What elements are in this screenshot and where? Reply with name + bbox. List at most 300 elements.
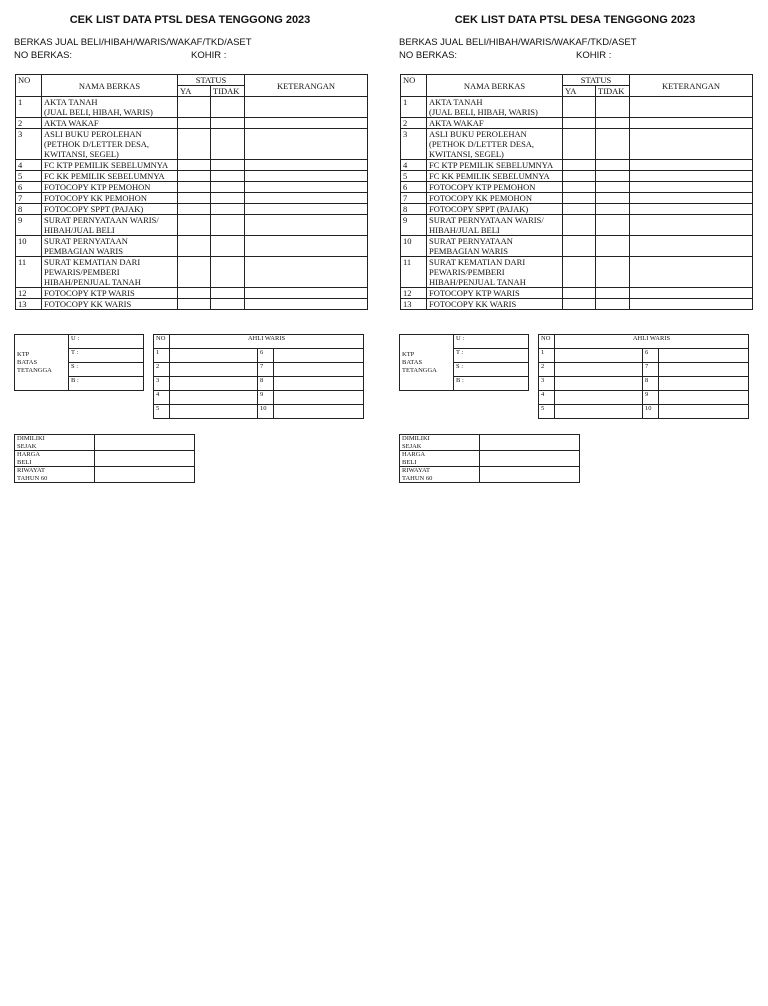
- ahli-header-no: NO: [539, 335, 555, 349]
- status-tidak-cell[interactable]: [596, 129, 630, 160]
- berkas-name-line: PEWARIS/PEMBERI: [429, 267, 505, 277]
- ahli-waris-field[interactable]: [659, 377, 749, 391]
- row-number: 5: [401, 171, 427, 182]
- ahli-waris-field[interactable]: [659, 349, 749, 363]
- berkas-name-line: AKTA TANAH: [44, 97, 98, 107]
- ahli-waris-field[interactable]: [170, 405, 258, 419]
- batas-barat-field[interactable]: B :: [454, 377, 529, 391]
- checklist-table: [400, 74, 753, 310]
- berkas-name: [427, 193, 563, 204]
- status-ya-cell[interactable]: [563, 193, 596, 204]
- checklist-row: [401, 97, 753, 118]
- berkas-name-line: FC KK PEMILIK SEBELUMNYA: [44, 171, 165, 181]
- header-tidak: TIDAK: [211, 86, 245, 97]
- dimiliki-sejak-label: [400, 435, 480, 451]
- berkas-name-line: KWITANSI, SEGEL): [429, 149, 504, 159]
- row-number: 1: [401, 97, 427, 118]
- berkas-name-line: FC KK PEMILIK SEBELUMNYA: [429, 171, 550, 181]
- batas-timur-field[interactable]: T :: [69, 349, 144, 363]
- checklist-row: [16, 288, 368, 299]
- harga-label: HARGA: [17, 451, 41, 458]
- riwayat-table: [399, 434, 580, 483]
- status-tidak-cell[interactable]: [211, 129, 245, 160]
- keterangan-cell[interactable]: [245, 171, 368, 182]
- ahli-waris-row: [154, 363, 364, 377]
- berkas-name-line: FOTOCOPY KK PEMOHON: [429, 193, 532, 203]
- berkas-name: [42, 160, 178, 171]
- status-tidak-cell[interactable]: [211, 204, 245, 215]
- dimiliki-sejak-label: [15, 435, 95, 451]
- checklist-row: [401, 193, 753, 204]
- batas-utara-field[interactable]: U :: [69, 335, 144, 349]
- row-number: 7: [16, 193, 42, 204]
- berkas-name-line: HIBAH/PENJUAL TANAH: [429, 277, 526, 287]
- tetangga-label: TETANGGA: [17, 366, 52, 374]
- berkas-name: [42, 129, 178, 160]
- no-berkas-label: NO BERKAS:: [399, 50, 458, 61]
- ktp-label: KTP: [17, 350, 30, 358]
- keterangan-cell[interactable]: [245, 160, 368, 171]
- status-ya-cell[interactable]: [178, 288, 211, 299]
- checklist-row: [401, 257, 753, 288]
- berkas-type-line: BERKAS JUAL BELI/HIBAH/WARIS/WAKAF/TKD/ASET: [14, 37, 252, 48]
- ahli-waris-row: [539, 391, 749, 405]
- berkas-name: [427, 299, 563, 310]
- status-ya-cell[interactable]: [178, 129, 211, 160]
- checklist-row: [16, 193, 368, 204]
- checklist-row: [16, 204, 368, 215]
- row-number: 13: [401, 299, 427, 310]
- ahli-waris-field[interactable]: [170, 363, 258, 377]
- batas-selatan-field[interactable]: S :: [69, 363, 144, 377]
- ahli-number: 6: [258, 349, 274, 363]
- ahli-number: 8: [643, 377, 659, 391]
- status-tidak-cell[interactable]: [596, 257, 630, 288]
- row-number: 12: [16, 288, 42, 299]
- berkas-name: [427, 118, 563, 129]
- ahli-number: 9: [643, 391, 659, 405]
- ahli-waris-row: [539, 363, 749, 377]
- batas-label: BATAS: [402, 358, 423, 366]
- row-number: 4: [16, 160, 42, 171]
- header-status: STATUS: [563, 75, 630, 86]
- ahli-waris-field[interactable]: [659, 363, 749, 377]
- checklist-row: [16, 236, 368, 257]
- status-tidak-cell[interactable]: [596, 182, 630, 193]
- berkas-name-line: FOTOCOPY KTP PEMOHON: [44, 182, 151, 192]
- sejak-label: SEJAK: [17, 442, 37, 450]
- checklist-row: [401, 215, 753, 236]
- row-number: 6: [401, 182, 427, 193]
- header-nama-berkas: NAMA BERKAS: [427, 75, 563, 97]
- keterangan-cell[interactable]: [630, 215, 753, 236]
- ahli-waris-row: [539, 377, 749, 391]
- keterangan-cell[interactable]: [630, 182, 753, 193]
- harga-beli-label: [400, 451, 480, 467]
- ktp-label: KTP: [402, 350, 415, 358]
- status-ya-cell[interactable]: [178, 97, 211, 118]
- ahli-number: 8: [258, 377, 274, 391]
- header-tidak: TIDAK: [596, 86, 630, 97]
- header-keterangan: KETERANGAN: [245, 75, 368, 97]
- berkas-name-line: ASLI BUKU PEROLEHAN: [429, 129, 527, 139]
- checklist-row: [16, 129, 368, 160]
- status-tidak-cell[interactable]: [211, 171, 245, 182]
- status-ya-cell[interactable]: [178, 193, 211, 204]
- ahli-number: 10: [258, 405, 274, 419]
- ahli-number: 2: [154, 363, 170, 377]
- berkas-name-line: PEMBAGIAN WARIS: [44, 246, 123, 256]
- row-number: 11: [16, 257, 42, 288]
- ahli-number: 3: [539, 377, 555, 391]
- status-tidak-cell[interactable]: [596, 204, 630, 215]
- ahli-number: 6: [643, 349, 659, 363]
- harga-beli-field[interactable]: [480, 451, 580, 467]
- status-ya-cell[interactable]: [563, 171, 596, 182]
- berkas-name-line: FOTOCOPY SPPT (PAJAK): [44, 204, 144, 214]
- kohir-label: KOHIR :: [576, 50, 612, 61]
- batas-label: BATAS: [17, 358, 38, 366]
- status-ya-cell[interactable]: [178, 299, 211, 310]
- berkas-name-line: FOTOCOPY SPPT (PAJAK): [429, 204, 529, 214]
- status-ya-cell[interactable]: [178, 171, 211, 182]
- keterangan-cell[interactable]: [245, 215, 368, 236]
- status-tidak-cell[interactable]: [211, 288, 245, 299]
- status-ya-cell[interactable]: [563, 299, 596, 310]
- ahli-waris-row: [539, 349, 749, 363]
- status-ya-cell[interactable]: [178, 204, 211, 215]
- status-tidak-cell[interactable]: [211, 193, 245, 204]
- berkas-name-line: FC KTP PEMILIK SEBELUMNYA: [429, 160, 554, 170]
- berkas-name-line: (PETHOK D/LETTER DESA,: [44, 139, 150, 149]
- status-ya-cell[interactable]: [563, 288, 596, 299]
- status-tidak-cell[interactable]: [596, 193, 630, 204]
- ahli-waris-field[interactable]: [274, 391, 364, 405]
- ahli-waris-field[interactable]: [555, 377, 643, 391]
- berkas-name: [427, 129, 563, 160]
- ktp-batas-label: [15, 335, 69, 391]
- status-tidak-cell[interactable]: [596, 171, 630, 182]
- ahli-number: 4: [154, 391, 170, 405]
- no-berkas-label: NO BERKAS:: [14, 50, 73, 61]
- ahli-number: 7: [258, 363, 274, 377]
- status-tidak-cell[interactable]: [211, 182, 245, 193]
- ahli-waris-field[interactable]: [659, 405, 749, 419]
- status-ya-cell[interactable]: [563, 160, 596, 171]
- row-number: 4: [401, 160, 427, 171]
- status-ya-cell[interactable]: [178, 257, 211, 288]
- checklist-row: [16, 299, 368, 310]
- kohir-label: KOHIR :: [191, 50, 227, 61]
- berkas-name-line: HIBAH/JUAL BELI: [429, 225, 500, 235]
- batas-barat-field[interactable]: B :: [69, 377, 144, 391]
- status-ya-cell[interactable]: [563, 236, 596, 257]
- checklist-row: [401, 299, 753, 310]
- ahli-number: 5: [154, 405, 170, 419]
- berkas-name: [42, 215, 178, 236]
- status-tidak-cell[interactable]: [211, 236, 245, 257]
- berkas-name: [42, 257, 178, 288]
- keterangan-cell[interactable]: [245, 299, 368, 310]
- berkas-name-line: SURAT PERNYATAAN: [44, 236, 128, 246]
- keterangan-cell[interactable]: [630, 118, 753, 129]
- ahli-waris-row: [154, 405, 364, 419]
- beli-label: BELI: [402, 458, 417, 466]
- status-ya-cell[interactable]: [563, 204, 596, 215]
- keterangan-cell[interactable]: [245, 257, 368, 288]
- berkas-name: [427, 97, 563, 118]
- ahli-waris-field[interactable]: [555, 363, 643, 377]
- berkas-name-line: (JUAL BELI, HIBAH, WARIS): [429, 107, 538, 117]
- status-tidak-cell[interactable]: [596, 118, 630, 129]
- harga-beli-label: [15, 451, 95, 467]
- checklist-form: [10, 0, 370, 500]
- berkas-name: [42, 288, 178, 299]
- berkas-name: [42, 118, 178, 129]
- riwayat-label: RIWAYAT: [402, 467, 430, 474]
- checklist-row: [401, 288, 753, 299]
- tahun-label: TAHUN 60: [402, 474, 433, 482]
- ahli-waris-field[interactable]: [555, 349, 643, 363]
- berkas-name-line: PEMBAGIAN WARIS: [429, 246, 508, 256]
- berkas-name: [427, 257, 563, 288]
- status-tidak-cell[interactable]: [211, 97, 245, 118]
- row-number: 5: [16, 171, 42, 182]
- riwayat-tahun-label: [15, 467, 95, 483]
- status-tidak-cell[interactable]: [596, 236, 630, 257]
- berkas-name: [42, 97, 178, 118]
- checklist-row: [16, 97, 368, 118]
- riwayat-tahun-field[interactable]: [480, 467, 580, 483]
- riwayat-table: [14, 434, 195, 483]
- checklist-row: [401, 171, 753, 182]
- berkas-name-line: HIBAH/PENJUAL TANAH: [44, 277, 141, 287]
- harga-beli-field[interactable]: [95, 451, 195, 467]
- keterangan-cell[interactable]: [630, 288, 753, 299]
- checklist-row: [16, 215, 368, 236]
- ahli-number: 1: [539, 349, 555, 363]
- checklist-row: [16, 118, 368, 129]
- keterangan-cell[interactable]: [245, 182, 368, 193]
- row-number: 6: [16, 182, 42, 193]
- keterangan-cell[interactable]: [245, 193, 368, 204]
- keterangan-cell[interactable]: [245, 118, 368, 129]
- dimiliki-sejak-field[interactable]: [95, 435, 195, 451]
- keterangan-cell[interactable]: [245, 236, 368, 257]
- berkas-name: [427, 204, 563, 215]
- ahli-waris-row: [154, 377, 364, 391]
- ahli-waris-field[interactable]: [659, 391, 749, 405]
- row-number: 3: [16, 129, 42, 160]
- berkas-name: [427, 236, 563, 257]
- ahli-waris-field[interactable]: [170, 391, 258, 405]
- berkas-name-line: SURAT PERNYATAAN WARIS/: [44, 215, 159, 225]
- ahli-waris-header: AHLI WARIS: [170, 335, 364, 349]
- checklist-row: [401, 204, 753, 215]
- berkas-name: [42, 299, 178, 310]
- berkas-name-line: HIBAH/JUAL BELI: [44, 225, 115, 235]
- ahli-waris-header: AHLI WARIS: [555, 335, 749, 349]
- header-ya: YA: [178, 86, 211, 97]
- status-tidak-cell[interactable]: [596, 97, 630, 118]
- row-number: 10: [401, 236, 427, 257]
- ahli-number: 5: [539, 405, 555, 419]
- status-tidak-cell[interactable]: [211, 299, 245, 310]
- beli-label: BELI: [17, 458, 32, 466]
- row-number: 2: [16, 118, 42, 129]
- ahli-number: 2: [539, 363, 555, 377]
- ahli-waris-field[interactable]: [274, 405, 364, 419]
- keterangan-cell[interactable]: [630, 204, 753, 215]
- keterangan-cell[interactable]: [630, 171, 753, 182]
- status-ya-cell[interactable]: [178, 160, 211, 171]
- dimiliki-sejak-field[interactable]: [480, 435, 580, 451]
- status-ya-cell[interactable]: [178, 215, 211, 236]
- ahli-number: 4: [539, 391, 555, 405]
- keterangan-cell[interactable]: [245, 204, 368, 215]
- keterangan-cell[interactable]: [630, 236, 753, 257]
- row-number: 12: [401, 288, 427, 299]
- ahli-waris-table: [538, 334, 749, 419]
- berkas-name: [42, 236, 178, 257]
- berkas-name-line: AKTA WAKAF: [44, 118, 99, 128]
- row-number: 8: [16, 204, 42, 215]
- checklist-row: [16, 257, 368, 288]
- sejak-label: SEJAK: [402, 442, 422, 450]
- ktp-batas-tetangga-table: [399, 334, 529, 391]
- berkas-name: [427, 288, 563, 299]
- keterangan-cell[interactable]: [630, 129, 753, 160]
- keterangan-cell[interactable]: [245, 97, 368, 118]
- row-number: 9: [401, 215, 427, 236]
- berkas-name-line: FC KTP PEMILIK SEBELUMNYA: [44, 160, 169, 170]
- berkas-name-line: AKTA TANAH: [429, 97, 483, 107]
- status-tidak-cell[interactable]: [211, 160, 245, 171]
- berkas-name-line: SURAT KEMATIAN DARI: [44, 257, 141, 267]
- ahli-number: 9: [258, 391, 274, 405]
- batas-timur-field[interactable]: T :: [454, 349, 529, 363]
- header-no: NO: [16, 75, 42, 97]
- berkas-name-line: PEWARIS/PEMBERI: [44, 267, 120, 277]
- riwayat-tahun-label: [400, 467, 480, 483]
- status-ya-cell[interactable]: [178, 118, 211, 129]
- status-tidak-cell[interactable]: [211, 118, 245, 129]
- status-tidak-cell[interactable]: [211, 215, 245, 236]
- berkas-name: [42, 193, 178, 204]
- status-tidak-cell[interactable]: [596, 160, 630, 171]
- ahli-number: 7: [643, 363, 659, 377]
- keterangan-cell[interactable]: [630, 257, 753, 288]
- batas-utara-field[interactable]: U :: [454, 335, 529, 349]
- ahli-waris-row: [154, 391, 364, 405]
- berkas-name-line: KWITANSI, SEGEL): [44, 149, 119, 159]
- berkas-type-line: BERKAS JUAL BELI/HIBAH/WARIS/WAKAF/TKD/ASET: [399, 37, 637, 48]
- ahli-waris-field[interactable]: [170, 377, 258, 391]
- ahli-waris-field[interactable]: [274, 377, 364, 391]
- ahli-waris-field[interactable]: [170, 349, 258, 363]
- ahli-header-no: NO: [154, 335, 170, 349]
- ahli-waris-field[interactable]: [555, 391, 643, 405]
- header-nama-berkas: NAMA BERKAS: [42, 75, 178, 97]
- keterangan-cell[interactable]: [630, 299, 753, 310]
- checklist-row: [16, 160, 368, 171]
- ahli-number: 1: [154, 349, 170, 363]
- berkas-name-line: SURAT PERNYATAAN WARIS/: [429, 215, 544, 225]
- checklist-row: [16, 182, 368, 193]
- harga-label: HARGA: [402, 451, 426, 458]
- header-keterangan: KETERANGAN: [630, 75, 753, 97]
- header-ya: YA: [563, 86, 596, 97]
- keterangan-cell[interactable]: [245, 288, 368, 299]
- riwayat-tahun-field[interactable]: [95, 467, 195, 483]
- row-number: 2: [401, 118, 427, 129]
- keterangan-cell[interactable]: [630, 160, 753, 171]
- status-ya-cell[interactable]: [563, 215, 596, 236]
- berkas-name: [42, 171, 178, 182]
- status-ya-cell[interactable]: [178, 182, 211, 193]
- berkas-name-line: (PETHOK D/LETTER DESA,: [429, 139, 535, 149]
- checklist-row: [16, 171, 368, 182]
- row-number: 7: [401, 193, 427, 204]
- berkas-name: [42, 204, 178, 215]
- form-title: CEK LIST DATA PTSL DESA TENGGONG 2023: [454, 14, 696, 26]
- status-tidak-cell[interactable]: [211, 257, 245, 288]
- checklist-form: [395, 0, 755, 500]
- dimiliki-label: DIMILIKI: [402, 435, 430, 442]
- row-number: 9: [16, 215, 42, 236]
- berkas-name-line: FOTOCOPY KTP WARIS: [44, 288, 135, 298]
- batas-selatan-field[interactable]: S :: [454, 363, 529, 377]
- berkas-name-line: SURAT KEMATIAN DARI: [429, 257, 526, 267]
- status-ya-cell[interactable]: [178, 236, 211, 257]
- berkas-name-line: FOTOCOPY KK WARIS: [44, 299, 132, 309]
- ahli-waris-field[interactable]: [274, 349, 364, 363]
- berkas-name-line: SURAT PERNYATAAN: [429, 236, 513, 246]
- status-ya-cell[interactable]: [563, 129, 596, 160]
- status-tidak-cell[interactable]: [596, 215, 630, 236]
- berkas-name: [427, 160, 563, 171]
- ahli-waris-row: [154, 349, 364, 363]
- keterangan-cell[interactable]: [630, 97, 753, 118]
- header-no: NO: [401, 75, 427, 97]
- ahli-waris-field[interactable]: [274, 363, 364, 377]
- ahli-waris-field[interactable]: [555, 405, 643, 419]
- status-ya-cell[interactable]: [563, 257, 596, 288]
- form-title: CEK LIST DATA PTSL DESA TENGGONG 2023: [69, 14, 311, 26]
- keterangan-cell[interactable]: [245, 129, 368, 160]
- berkas-name-line: FOTOCOPY KTP WARIS: [429, 288, 520, 298]
- berkas-name: [42, 182, 178, 193]
- header-status: STATUS: [178, 75, 245, 86]
- status-ya-cell[interactable]: [563, 97, 596, 118]
- berkas-name-line: FOTOCOPY KTP PEMOHON: [429, 182, 536, 192]
- ahli-waris-row: [539, 405, 749, 419]
- status-ya-cell[interactable]: [563, 182, 596, 193]
- keterangan-cell[interactable]: [630, 193, 753, 204]
- berkas-name: [427, 171, 563, 182]
- ktp-batas-label: [400, 335, 454, 391]
- checklist-row: [401, 118, 753, 129]
- status-ya-cell[interactable]: [563, 118, 596, 129]
- berkas-name-line: FOTOCOPY KK PEMOHON: [44, 193, 147, 203]
- ktp-batas-tetangga-table: [14, 334, 144, 391]
- berkas-name-line: ASLI BUKU PEROLEHAN: [44, 129, 142, 139]
- checklist-row: [401, 129, 753, 160]
- status-tidak-cell[interactable]: [596, 288, 630, 299]
- berkas-name: [427, 182, 563, 193]
- status-tidak-cell[interactable]: [596, 299, 630, 310]
- dimiliki-label: DIMILIKI: [17, 435, 45, 442]
